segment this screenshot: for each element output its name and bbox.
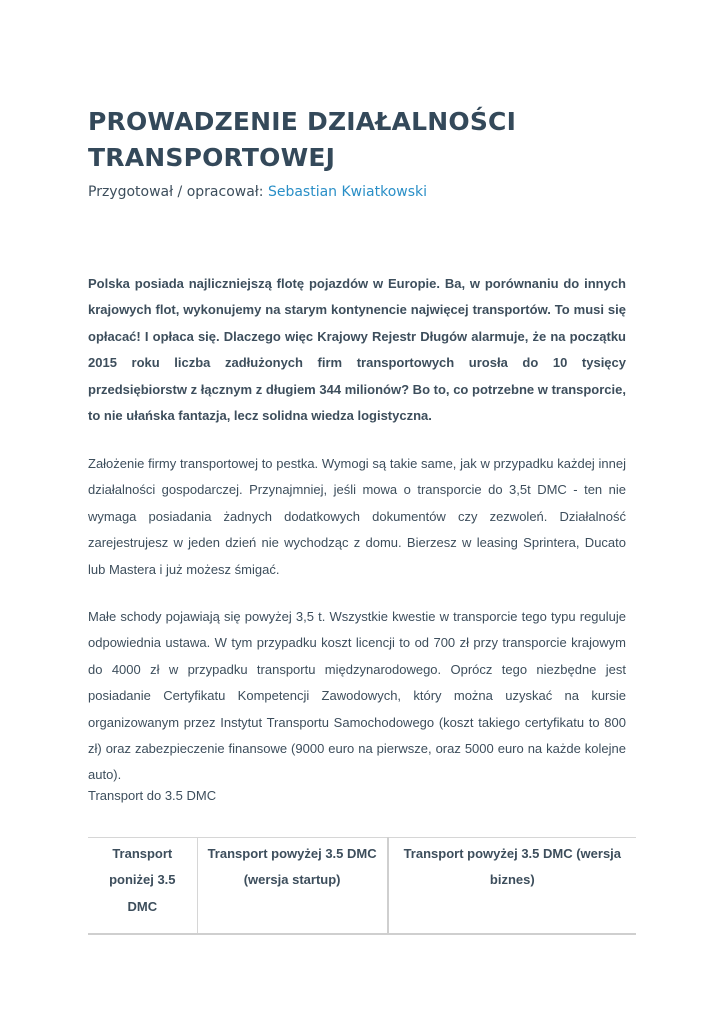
author-link[interactable]: Sebastian Kwiatkowski: [267, 184, 427, 200]
byline-prefix: Przygotował / opracował:: [88, 184, 268, 200]
table-header-cell: Transport poniżej 3.5 DMC: [88, 838, 197, 935]
byline: [88, 184, 427, 200]
table-header-row: [88, 838, 636, 935]
lead-paragraph: Polska posiada najliczniejszą flotę pojazdów w Europie. Ba, w porównaniu do innych krajowych flot, wykonujemy na starym kontynencie najwięcej transportów. To musi się opłacać! I opłaca się. Dlaczego więc Krajowy Rejestr Długów alarmuje, że na początku 2015 roku liczba zadłużonych firm transportowych urosła do 10 tysięcy przedsiębiorstw z łącznym z długiem 344 milionów? Bo to, co potrzebne w transporcie, to nie ułańska fantazja, lecz solidna wiedza logistyczna.: [88, 276, 626, 424]
comparison-table: [88, 837, 636, 935]
table-caption: Transport do 3.5 DMC: [88, 788, 217, 803]
page-title: PROWADZENIE DZIAŁALNOŚCI TRANSPORTOWEJ: [88, 107, 517, 172]
table-header-cell: Transport powyżej 3.5 DMC (wersja startup): [197, 838, 388, 935]
table-header-cell: Transport powyżej 3.5 DMC (wersja biznes): [388, 838, 636, 935]
body-paragraph: Małe schody pojawiają się powyżej 3,5 t. Wszystkie kwestie w transporcie tego typu reguluje odpowiednia ustawa. W tym przypadku koszt licencji to od 700 zł przy transporcie krajowym do 4000 zł w przypadku transportu międzynarodowego. Oprócz tego niezbędne jest posiadanie Certyfikatu Kompetencji Zawodowych, który można uzyskać na kursie organizowanym przez Instytut Transportu Samochodowego (koszt takiego certyfikatu to 800 zł) oraz zabezpieczenie finansowe (9000 euro na pierwsze, oraz 5000 euro na każde kolejne auto).: [88, 609, 626, 783]
body-paragraph: Założenie firmy transportowej to pestka. Wymogi są takie same, jak w przypadku każdej innej działalności gospodarczej. Przynajmniej, jeśli mowa o transporcie do 3,5t DMC - ten nie wymaga posiadania żadnych dodatkowych dokumentów czy zezwoleń. Działalność zarejestrujesz w jeden dzień nie wychodząc z domu. Bierzesz w leasing Sprintera, Ducato lub Mastera i już możesz śmigać.: [88, 456, 626, 577]
